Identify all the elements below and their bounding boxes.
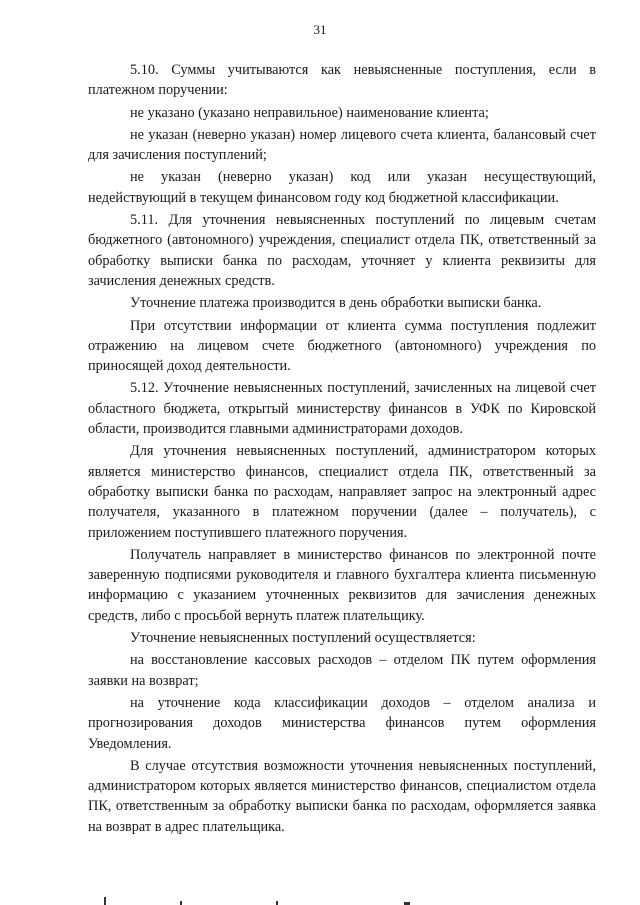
scan-edge-marks [0,893,640,905]
list-item-account-number: не указан (неверно указан) номер лицевого счета клиента, балансовый счет для зачисления поступлений; [88,126,596,164]
paragraph-payment-clarification: Уточнение платежа производится в день обработки выписки банка. [130,295,542,312]
paragraph-clarification-methods: Уточнение невыясненных поступлений осуществляется: [130,630,476,647]
page-number: 31 [313,22,327,37]
paragraph-request-procedure: Для уточнения невыясненных поступлений, администратором которых является министерство финансов, специалист отдела ПК, ответственный за обработку выписки банка по расходам, направляет запрос на электронный адрес получателя, указанного в платежном поручении (далее – получатель), с приложением поступившего платежного поручения. [88,443,596,541]
paragraph-5-10: 5.10. Суммы учитываются как невыясненные поступления, если в платежном поручении: [88,62,596,99]
paragraph-recipient-response: Получатель направляет в министерство финансов по электронной почте заверенную подписями руководителя и главного бухгалтера клиента письменную информацию с указанием уточненных реквизитов для зачисления денежных средств, либо с просьбой вернуть платеж плательщику. [88,546,596,624]
list-item-cash-expenses: на восстановление кассовых расходов – отделом ПК путем оформления заявки на возврат; [88,652,596,689]
paragraph-5-11: 5.11. Для уточнения невыясненных поступлений по лицевым счетам бюджетного (автономного) учреждения, специалист отдела ПК, ответственный за обработку выписки банка по расходам, уточняет у клиента реквизиты для зачисления денежных средств. [88,212,596,289]
paragraph-no-information: При отсутствии информации от клиента сумма поступления подлежит отражению на лицевом счете бюджетного (автономного) учреждения по приносящей доход деятельности. [88,317,596,375]
document-body [88,60,596,837]
list-item-budget-code: не указан (неверно указан) код или указан несуществующий, недействующий в текущем финансовом году код бюджетной классификации. [88,169,596,206]
paragraph-no-possibility: В случае отсутствия возможности уточнения невыясненных поступлений, администратором которых является министерство финансов, специалистом отдела ПК, ответственным за обработку выписки банка по расходам, оформляется заявка на возврат в адрес плательщика. [88,757,596,835]
list-item-client-name: не указано (указано неправильное) наименование клиента; [130,104,489,121]
paragraph-5-12: 5.12. Уточнение невыясненных поступлений, зачисленных на лицевой счет областного бюджета, открытый министерству финансов в УФК по Кировской области, производится главными администраторами доходов. [88,380,596,438]
list-item-income-code: на уточнение кода классификации доходов – отделом анализа и прогнозирования доходов министерства финансов путем оформления Уведомления. [88,694,596,752]
